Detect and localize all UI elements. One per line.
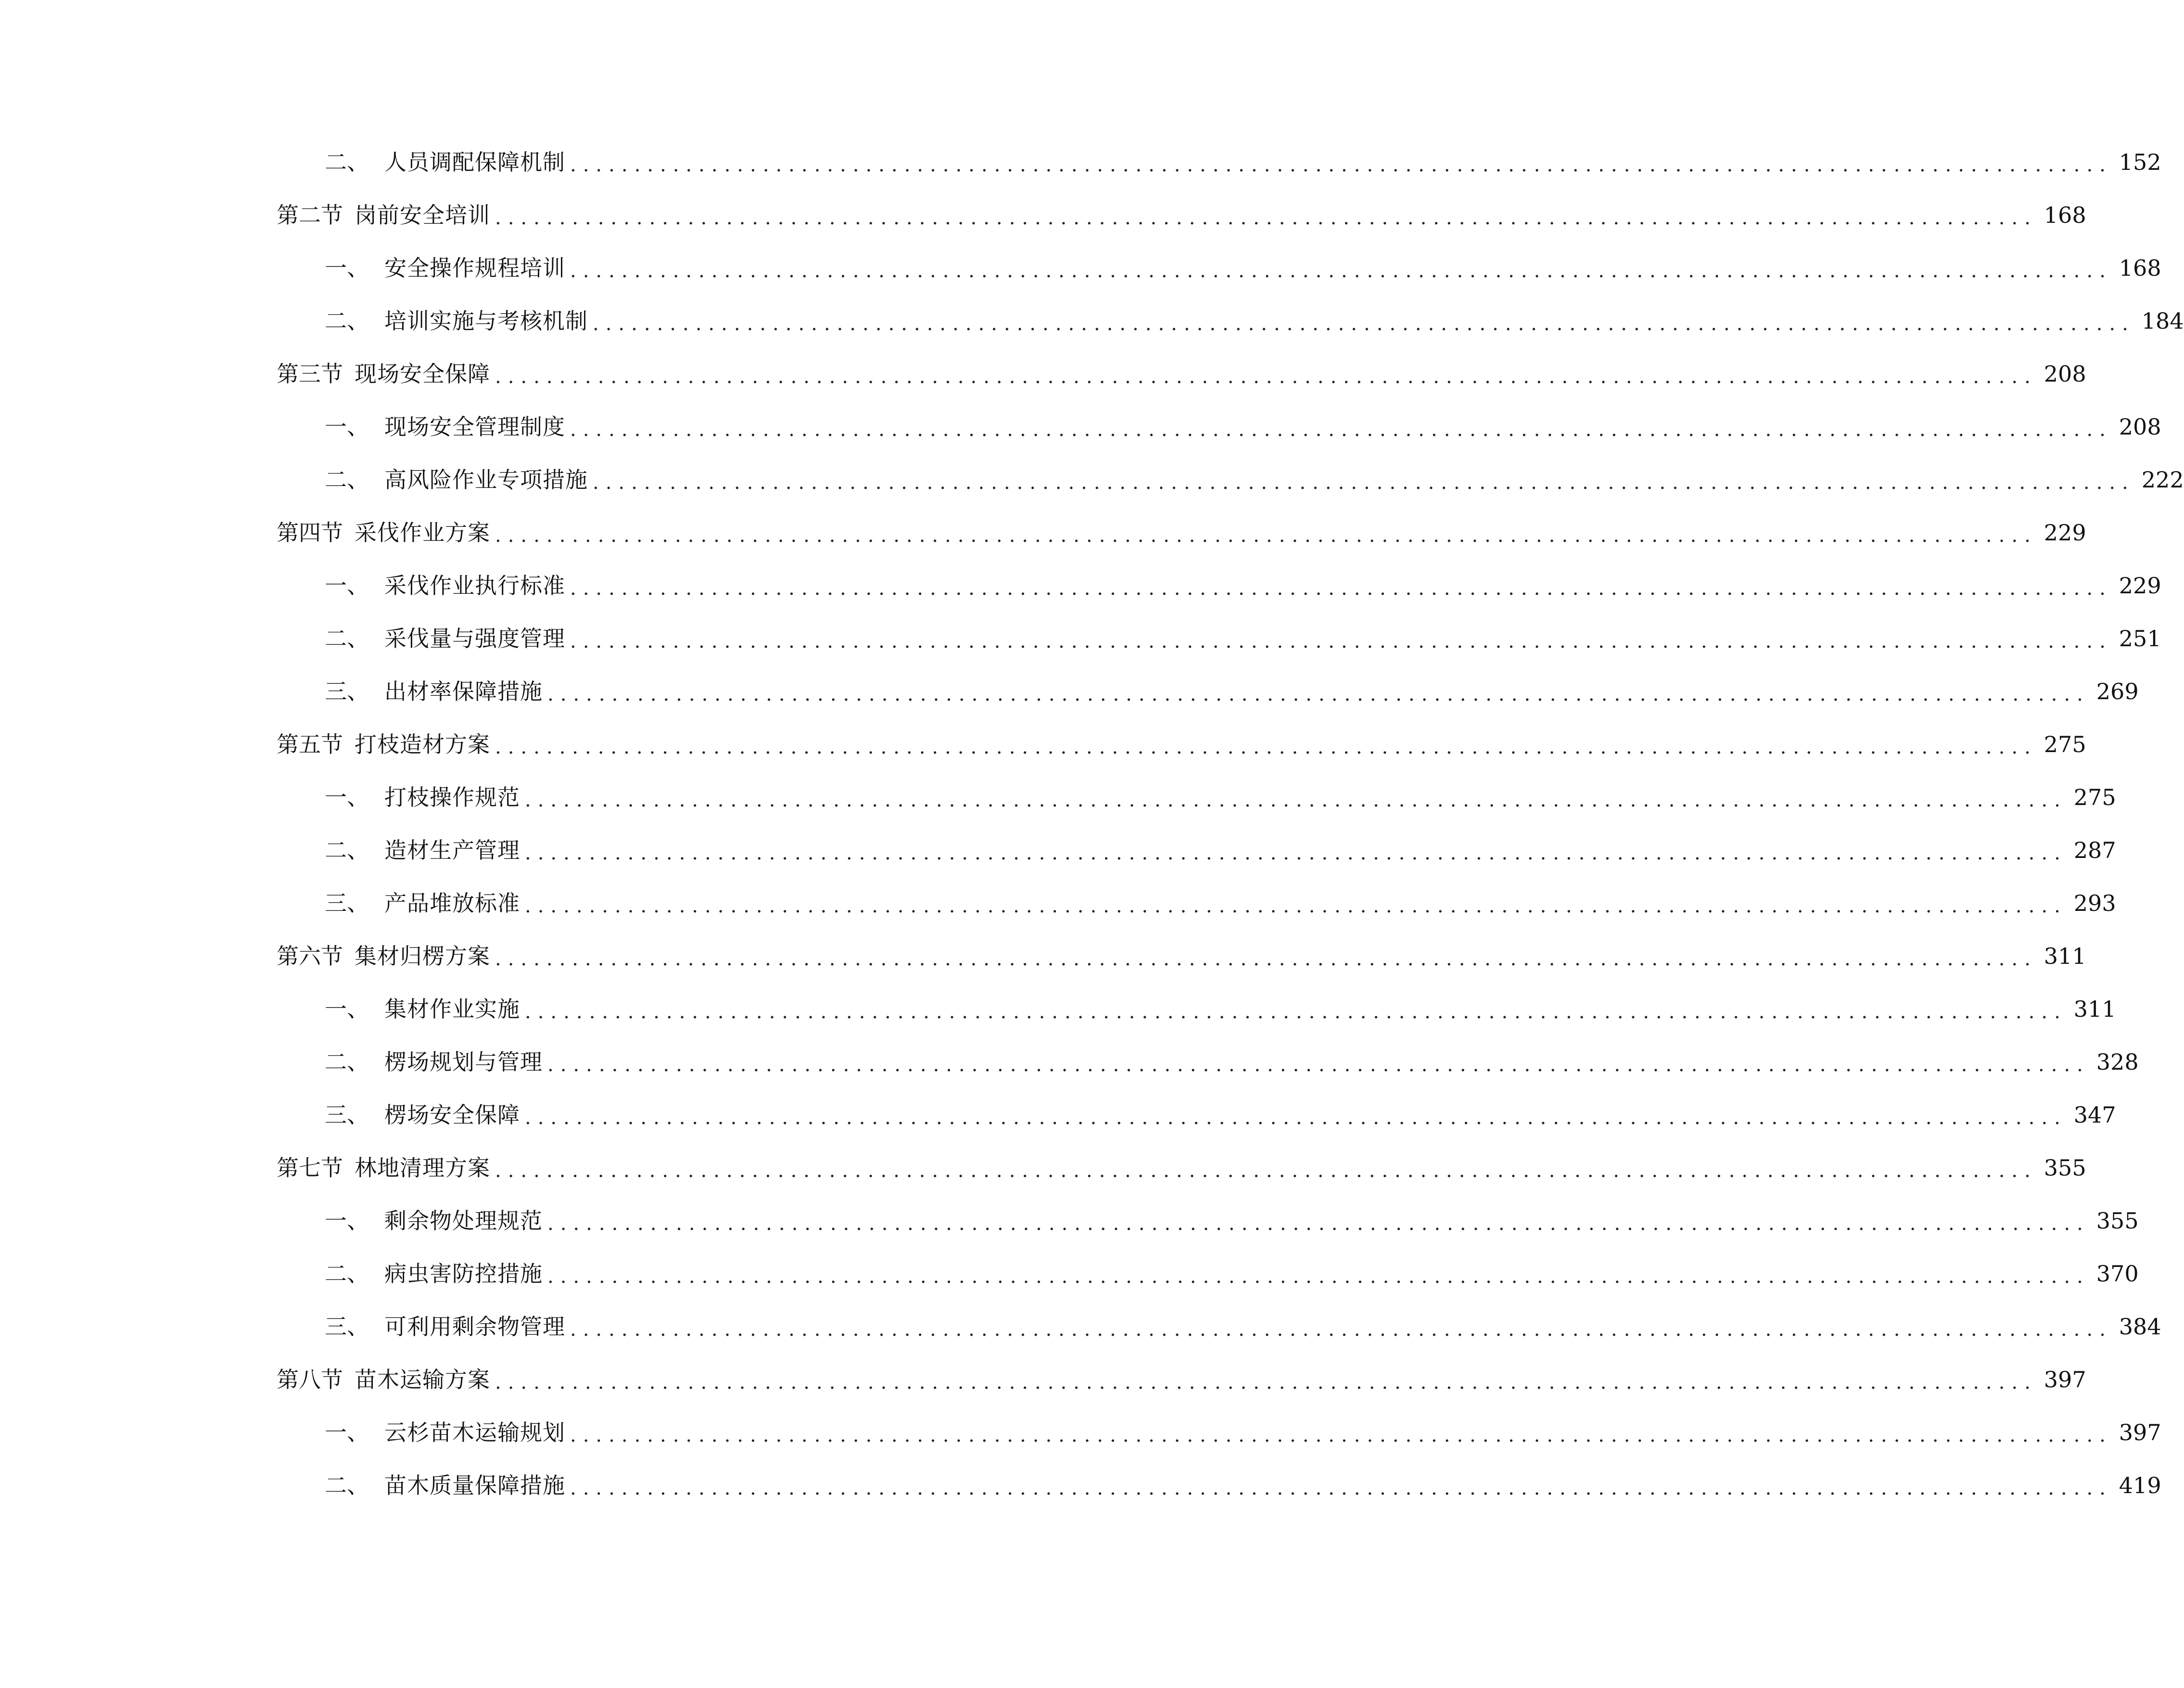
toc-entry-number: 一、 (325, 573, 369, 599)
dot-leader: ........................................................................................................................ (593, 313, 2135, 335)
toc-entry-number: 第五节 (277, 731, 343, 757)
toc-entry-page: 168 (2119, 255, 2161, 281)
toc-entry-title: 产品堆放标准 (384, 890, 520, 916)
toc-entry-title: 楞场规划与管理 (384, 1049, 543, 1075)
toc-entry-number: 一、 (325, 1419, 369, 1445)
dot-leader: ........................................................................................................................ (593, 472, 2135, 494)
toc-entry[interactable] (277, 294, 2184, 347)
toc-entry-title: 可利用剩余物管理 (384, 1314, 565, 1340)
toc-entry-title: 苗木运输方案 (355, 1367, 490, 1393)
toc-entry-title: 剩余物处理规范 (384, 1208, 543, 1234)
toc-entry-number: 三、 (325, 1102, 369, 1128)
dot-leader: ........................................................................................................................ (525, 789, 2067, 811)
toc-entry[interactable] (277, 242, 2161, 294)
toc-entry-number: 二、 (325, 149, 369, 175)
toc-entry[interactable] (277, 1036, 2139, 1088)
toc-entry-page: 293 (2073, 890, 2116, 916)
toc-entry-number: 第三节 (277, 361, 343, 387)
toc-entry-title: 采伐量与强度管理 (384, 626, 565, 652)
dot-leader: ........................................................................................................................ (525, 1107, 2067, 1129)
toc-entry-page: 152 (2119, 149, 2161, 175)
toc-entry[interactable] (277, 347, 2086, 400)
toc-entry-number: 一、 (325, 414, 369, 440)
toc-entry-page: 397 (2044, 1367, 2086, 1393)
toc-entry-page: 275 (2044, 731, 2086, 757)
toc-entry-page: 347 (2073, 1102, 2116, 1128)
toc-entry-page: 384 (2119, 1314, 2161, 1340)
toc-entry-title: 集材归楞方案 (355, 943, 490, 969)
toc-entry-title: 打枝造材方案 (355, 731, 490, 757)
toc-entry-number: 二、 (325, 1261, 369, 1287)
toc-entry[interactable] (277, 1406, 2161, 1459)
toc-entry-title: 造材生产管理 (384, 837, 520, 863)
toc-entry-number: 二、 (325, 626, 369, 652)
dot-leader: ........................................................................................................................ (547, 1213, 2090, 1235)
dot-leader: ........................................................................................................................ (547, 683, 2090, 705)
toc-entry-number: 二、 (325, 1472, 369, 1498)
toc-entry-title: 培训实施与考核机制 (384, 308, 588, 334)
dot-leader: ........................................................................................................................ (570, 630, 2112, 652)
toc-entry-number: 二、 (325, 837, 369, 863)
toc-entry-page: 229 (2119, 573, 2161, 599)
toc-entry-page: 328 (2096, 1049, 2139, 1075)
dot-leader: ........................................................................................................................ (495, 207, 2037, 229)
toc-entry[interactable] (277, 824, 2116, 877)
toc-entry-page: 370 (2096, 1261, 2139, 1287)
toc-entry-number: 三、 (325, 678, 369, 704)
toc-entry-number: 一、 (325, 255, 369, 281)
toc-entry[interactable] (277, 400, 2161, 453)
toc-entry[interactable] (277, 771, 2116, 824)
toc-entry-page: 251 (2119, 626, 2161, 652)
toc-entry-title: 高风险作业专项措施 (384, 467, 588, 493)
dot-leader: ........................................................................................................................ (495, 736, 2037, 758)
toc-entry[interactable] (277, 1088, 2116, 1141)
toc-entry[interactable] (277, 983, 2116, 1036)
dot-leader: ........................................................................................................................ (495, 1160, 2037, 1182)
toc-entry-number: 第六节 (277, 943, 343, 969)
dot-leader: ........................................................................................................................ (525, 1001, 2067, 1023)
toc-entry-number: 一、 (325, 996, 369, 1022)
toc-entry[interactable] (277, 1194, 2139, 1247)
toc-entry-title: 出材率保障措施 (384, 678, 543, 704)
toc-entry[interactable] (277, 453, 2184, 506)
toc-entry-page: 355 (2096, 1208, 2139, 1234)
toc-entry-page: 269 (2096, 678, 2139, 704)
toc-entry-page: 184 (2141, 308, 2184, 334)
toc-entry[interactable] (277, 559, 2161, 612)
toc-entry-number: 第七节 (277, 1155, 343, 1181)
toc-entry[interactable] (277, 718, 2086, 771)
toc-entry-title: 苗木质量保障措施 (384, 1472, 565, 1498)
toc-entry-title: 现场安全管理制度 (384, 414, 565, 440)
toc-entry-number: 第八节 (277, 1367, 343, 1393)
toc-entry-page: 208 (2119, 414, 2161, 440)
toc-entry[interactable] (277, 136, 2161, 189)
toc-entry[interactable] (277, 877, 2116, 930)
toc-entry-page: 275 (2073, 784, 2116, 810)
toc-entry-title: 人员调配保障机制 (384, 149, 565, 175)
toc-entry[interactable] (277, 1353, 2086, 1406)
toc-entry-title: 安全操作规程培训 (384, 255, 565, 281)
toc-entry-title: 集材作业实施 (384, 996, 520, 1022)
dot-leader: ........................................................................................................................ (495, 948, 2037, 970)
dot-leader: ........................................................................................................................ (525, 842, 2067, 864)
dot-leader: ........................................................................................................................ (525, 895, 2067, 917)
toc-entry[interactable] (277, 1247, 2139, 1300)
toc-entry-page: 355 (2044, 1155, 2086, 1181)
toc-entry-title: 打枝操作规范 (384, 784, 520, 810)
toc-entry-page: 419 (2119, 1472, 2161, 1498)
toc-entry-title: 病虫害防控措施 (384, 1261, 543, 1287)
toc-entry-number: 一、 (325, 1208, 369, 1234)
toc-entry-number: 三、 (325, 1314, 369, 1340)
toc-entry[interactable] (277, 506, 2086, 559)
toc-entry[interactable] (277, 612, 2161, 665)
toc-entry-number: 二、 (325, 467, 369, 493)
dot-leader: ........................................................................................................................ (547, 1054, 2090, 1076)
toc-entry-page: 397 (2119, 1419, 2161, 1445)
toc-entry[interactable] (277, 189, 2086, 242)
toc-entry-page: 311 (2044, 943, 2086, 969)
dot-leader: ........................................................................................................................ (495, 1371, 2037, 1394)
toc-entry-title: 岗前安全培训 (355, 202, 490, 228)
dot-leader: ........................................................................................................................ (570, 1477, 2112, 1499)
toc-entry-page: 222 (2141, 467, 2184, 493)
toc-entry-number: 二、 (325, 1049, 369, 1075)
dot-leader: ........................................................................................................................ (495, 524, 2037, 547)
toc-entry-number: 一、 (325, 784, 369, 810)
toc-entry-page: 168 (2044, 202, 2086, 228)
toc-entry-title: 现场安全保障 (355, 361, 490, 387)
toc-entry[interactable] (277, 1300, 2161, 1353)
toc-entry-number: 第二节 (277, 202, 343, 228)
dot-leader: ........................................................................................................................ (570, 1424, 2112, 1446)
toc-entry[interactable] (277, 665, 2139, 718)
toc-entry-number: 第四节 (277, 520, 343, 546)
table-of-contents (277, 136, 2184, 1512)
dot-leader: ........................................................................................................................ (570, 577, 2112, 600)
dot-leader: ........................................................................................................................ (570, 154, 2112, 176)
toc-entry[interactable] (277, 1459, 2161, 1512)
toc-entry-title: 楞场安全保障 (384, 1102, 520, 1128)
toc-entry-title: 采伐作业方案 (355, 520, 490, 546)
toc-entry-page: 229 (2044, 520, 2086, 546)
toc-entry-title: 林地清理方案 (355, 1155, 490, 1181)
toc-entry-title: 采伐作业执行标准 (384, 573, 565, 599)
toc-entry[interactable] (277, 930, 2086, 983)
toc-entry-title: 云杉苗木运输规划 (384, 1419, 565, 1445)
toc-entry-page: 311 (2073, 996, 2116, 1022)
toc-entry-page: 287 (2073, 837, 2116, 863)
toc-entry[interactable] (277, 1141, 2086, 1194)
dot-leader: ........................................................................................................................ (570, 260, 2112, 282)
toc-entry-page: 208 (2044, 361, 2086, 387)
toc-entry-number: 三、 (325, 890, 369, 916)
dot-leader: ........................................................................................................................ (495, 366, 2037, 388)
dot-leader: ........................................................................................................................ (570, 1318, 2112, 1341)
dot-leader: ........................................................................................................................ (570, 419, 2112, 441)
dot-leader: ........................................................................................................................ (547, 1266, 2090, 1288)
toc-entry-number: 二、 (325, 308, 369, 334)
